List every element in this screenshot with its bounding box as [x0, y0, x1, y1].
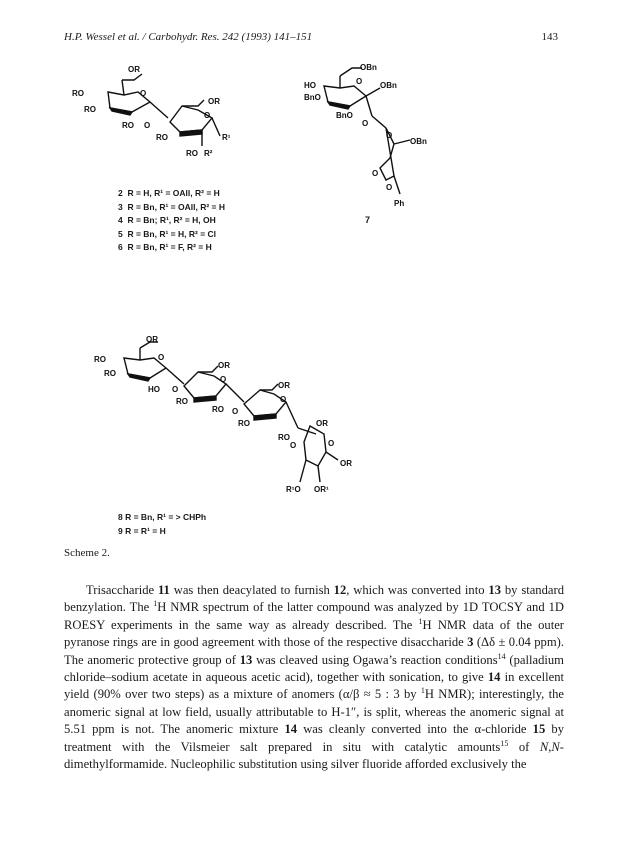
page-number: 143 — [541, 31, 558, 43]
label-or: OR — [128, 65, 140, 74]
label-ring-o: O — [220, 375, 227, 384]
label-ring-o: O — [140, 89, 147, 98]
bond — [212, 118, 220, 136]
glycosidic-bond — [226, 384, 244, 402]
bond — [122, 74, 142, 80]
ring-bold-edge — [128, 374, 150, 381]
label-ro: RO — [156, 133, 168, 142]
ring-bold-edge — [328, 102, 350, 109]
body-paragraph — [64, 582, 564, 773]
legend-row: 2 R = H, R¹ = OAll, R² = H — [118, 188, 220, 198]
label-ro: RO — [176, 397, 188, 406]
structure-compound-7 — [300, 58, 460, 218]
label-or: OR — [218, 361, 230, 370]
legend-row: 8 R = Bn, R¹ = > CHPh — [118, 512, 207, 522]
label-ho: HO — [304, 81, 316, 90]
label-ro: RO — [238, 419, 250, 428]
label-link-o: O — [144, 121, 151, 130]
label-ro: RO — [72, 89, 84, 98]
label-ro: RO — [212, 405, 224, 414]
legend-compounds-2-6 — [118, 187, 225, 255]
label-ring-o: O — [158, 353, 165, 362]
compound-number-7: 7 — [365, 215, 371, 225]
label-ro: RO — [122, 121, 134, 130]
label-or: OR — [146, 335, 158, 344]
label-o: O — [386, 131, 393, 140]
legend-row: 5 R = Bn, R¹ = H, R² = Cl — [118, 228, 217, 239]
glycosidic-bond — [150, 102, 168, 118]
ring-bold-edge — [110, 108, 132, 115]
legend-compounds-8-9 — [118, 511, 206, 538]
ring-bold-edge — [194, 396, 216, 402]
label-ro: RO — [84, 105, 96, 114]
label-ro: RO — [94, 355, 106, 364]
glycosidic-bond — [166, 368, 184, 384]
legend-row: 3 R = Bn, R¹ = OAll, R² = H — [118, 201, 225, 212]
label-ph: Ph — [394, 199, 405, 208]
label-ring-o: O — [280, 395, 287, 404]
label-link-o: O — [290, 441, 297, 450]
label-ho: HO — [148, 385, 160, 394]
bond — [198, 366, 218, 372]
structure-disaccharide-2-6 — [70, 60, 270, 175]
ring-bold-edge — [254, 414, 276, 420]
label-link-o: O — [172, 385, 179, 394]
legend-row: 4 R = Bn; R¹, R² = H, OH — [118, 215, 216, 225]
legend-row: 6 R = Bn, R¹ = F, R² = H — [118, 242, 212, 252]
bond — [340, 68, 362, 76]
label-r2: R² — [204, 149, 213, 158]
label-ro: RO — [186, 149, 198, 158]
label-o: O — [372, 169, 379, 178]
running-header-citation: H.P. Wessel et al. / Carbohydr. Res. 242 (1993) 141–151 — [64, 31, 313, 43]
label-bno: BnO — [304, 93, 321, 102]
bond — [326, 452, 338, 460]
label-ro: RO — [104, 369, 116, 378]
label-link-o: O — [232, 407, 239, 416]
bond — [366, 88, 380, 96]
label-or1: OR¹ — [314, 485, 329, 494]
label-ring-o: O — [328, 439, 335, 448]
label-obn: OBn — [410, 137, 427, 146]
bond — [122, 80, 124, 95]
label-bno: BnO — [336, 111, 353, 120]
label-o: O — [386, 183, 393, 192]
bond — [182, 100, 204, 106]
legend-row: 9 R = R¹ = H — [118, 525, 166, 536]
scheme-caption: Scheme 2. — [64, 547, 110, 559]
glycosidic-bond — [366, 96, 372, 116]
bond — [260, 384, 278, 390]
label-obn: OBn — [380, 81, 397, 90]
label-ro: RO — [278, 433, 290, 442]
label-or: OR — [208, 97, 220, 106]
paragraph: Trisaccharide 11 was then deacylated to furnish 12, which was converted into 13 by standard benzylation. The $^1$H NMR spectrum of the latter compound was analyzed by 1D TOCSY and 1D ROESY experiments in the same way as already described. The $^1$H NMR data of the outer pyranose rings are in good agreement with those of the respective disaccharide 3 (Δδ ± 0.04 ppm). The anomeric protective group of 13 was cleaved using Ogawa’s reaction conditions$^{14}$ (palladium chloride–sodium acetate in aqueous acetic acid), together with sonication, to give 14 in excellent yield (90% over two steps) as a mixture of anomers (α/β ≈ 5 : 3 by $^1$H NMR); interestingly, the anomeric signal at low field, usually attributable to H-1″, is split, whereas the anomeric signal at 5.51 ppm is not. The anomeric mixture 14 was cleanly converted into the α-chloride 15 by treatment with the Vilsmeier salt prepared in situ with catalytic amounts$^{15}$ of N,N-dimethylformamide. Nucleophilic substitution using silver fluoride afforded exclusively the — [64, 583, 565, 772]
bond — [394, 176, 400, 194]
bond — [318, 466, 320, 482]
label-ring-o: O — [204, 111, 211, 120]
label-r1o: R¹O — [286, 485, 301, 494]
label-or: OR — [340, 459, 352, 468]
label-obn: OBn — [360, 63, 377, 72]
ring-bold-edge — [180, 130, 202, 136]
bond — [372, 116, 386, 128]
label-or: OR — [278, 381, 290, 390]
label-ring-o: O — [356, 77, 363, 86]
bond — [300, 460, 306, 482]
glycosidic-bond — [286, 402, 298, 428]
label-r1: R¹ — [222, 133, 231, 142]
structure-compound-8-9 — [92, 330, 382, 510]
label-or: OR — [316, 419, 328, 428]
label-link-o: O — [362, 119, 369, 128]
pyranose-ring-4 — [304, 426, 326, 466]
bond — [394, 140, 410, 144]
